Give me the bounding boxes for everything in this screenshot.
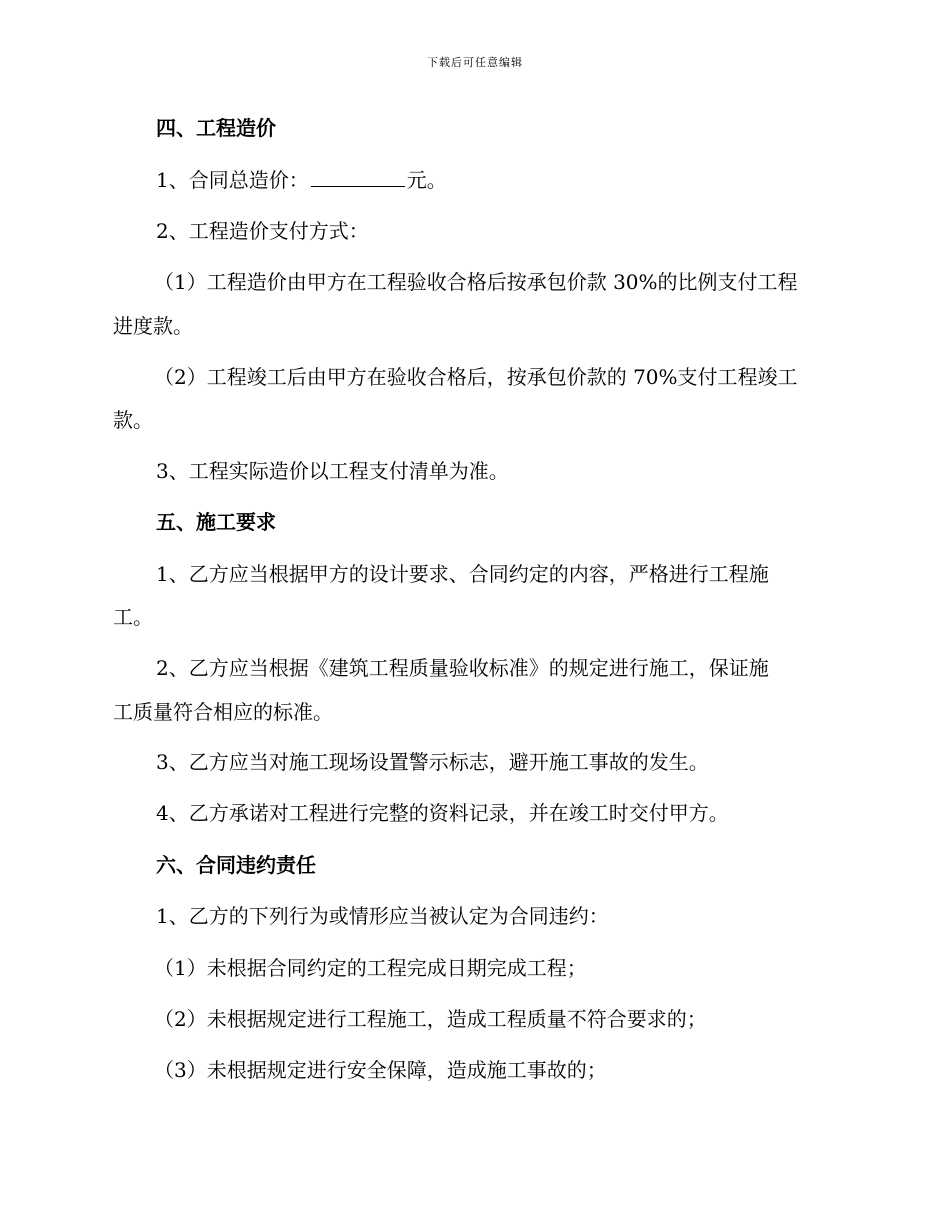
paragraph-5-3: 3、乙方应当对施工现场设置警示标志，避开施工事故的发生。 <box>156 750 709 774</box>
paragraph-4-1-suffix: 元。 <box>406 168 447 192</box>
paragraph-4-2-sub2-line1: （2）工程竣工后由甲方在验收合格后，按承包价款的 70%支付工程竣工 <box>154 365 798 389</box>
section-heading-5: 五、施工要求 <box>156 510 276 534</box>
section-heading-4: 四、工程造价 <box>156 116 276 140</box>
paragraph-4-3: 3、工程实际造价以工程支付清单为准。 <box>156 459 509 483</box>
paragraph-4-1-prefix: 1、合同总造价： <box>156 168 309 192</box>
paragraph-6-1-sub2: （2）未根据规定进行工程施工，造成工程质量不符合要求的； <box>154 1007 707 1031</box>
paragraph-4-1 <box>156 168 950 192</box>
page-header-note: 下载后可任意编辑 <box>427 56 523 69</box>
paragraph-4-2: 2、工程造价支付方式： <box>156 219 369 243</box>
paragraph-5-4: 4、乙方承诺对工程进行完整的资料记录，并在竣工时交付甲方。 <box>156 801 729 825</box>
section-heading-6: 六、合同违约责任 <box>156 853 316 877</box>
paragraph-4-2-sub2-line2: 款。 <box>113 408 153 432</box>
paragraph-5-1-line2: 工。 <box>113 605 153 629</box>
paragraph-6-1: 1、乙方的下列行为或情形应当被认定为合同违约： <box>156 904 609 928</box>
paragraph-5-2-line1: 2、乙方应当根据《建筑工程质量验收标准》的规定进行施工，保证施 <box>156 656 769 680</box>
paragraph-4-2-sub1-line2: 进度款。 <box>113 314 193 338</box>
paragraph-5-2-line2: 工质量符合相应的标准。 <box>113 700 333 724</box>
paragraph-6-1-sub3: （3）未根据规定进行安全保障，造成施工事故的； <box>154 1058 607 1082</box>
paragraph-6-1-sub1: （1）未根据合同约定的工程完成日期完成工程； <box>154 956 587 980</box>
price-blank-underline <box>311 168 405 187</box>
paragraph-4-2-sub1-line1: （1）工程造价由甲方在工程验收合格后按承包价款 30%的比例支付工程 <box>154 270 798 294</box>
paragraph-5-1-line1: 1、乙方应当根据甲方的设计要求、合同约定的内容，严格进行工程施 <box>156 562 769 586</box>
